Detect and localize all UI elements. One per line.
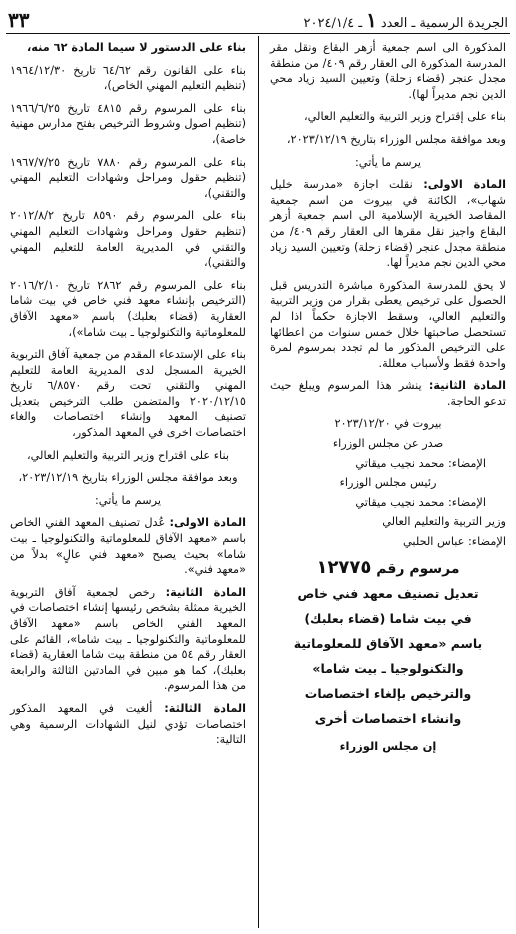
article-2	[270, 378, 506, 409]
column-divider	[258, 36, 259, 928]
article-3-text: ألغيت في المعهد المذكور اختصاصات تؤدي لنيل الشهادات الرسمية وهي التالية:	[10, 701, 246, 747]
law-reference: بناء على القانون رقم ٦٤/٦٢ تاريخ ١٩٦٤/١٢/٣٠ (تنظيم التعليم المهني الخاص)،	[10, 63, 246, 93]
article-2-label: المادة الثانية:	[165, 585, 246, 599]
left-column	[10, 40, 246, 755]
proposal-paragraph: بناء على إقتراح وزير التربية والتعليم العالي،	[303, 110, 506, 124]
decree-title-line: والتكنولوجيا ـ بيت شاما»	[312, 661, 464, 677]
gazette-title	[304, 8, 508, 32]
article-2-text: ينشر هذا المرسوم ويبلغ حيث تدعو الحاجة.	[270, 379, 506, 408]
article-1-label: المادة الاولى:	[423, 178, 506, 192]
intro-paragraph: المذكورة الى اسم جمعية أزهر البقاع ونقل مقر المدرسة المذكورة الى العقار رقم ٤٠٩/ من منطقة مجدل عنجر (قضاء زحلة) وتعيين السيد زياد محي الدين نجم مديراً لها).	[270, 41, 506, 101]
decree-reference: بناء على المرسوم رقم ٧٨٨٠ تاريخ ١٩٦٧/٧/٢٥ (تنظيم حقول ومراحل وشهادات التعليم المهني والتقني)،	[10, 155, 246, 200]
decree-title-line: باسم «معهد الآفاق للمعلوماتية	[293, 636, 483, 652]
decree-reference: بناء على المرسوم رقم ٨٥٩٠ تاريخ ٢٠١٢/٨/٢ (تنظيم حقول ومراحل وشهادات التعليم المهني والتقني في المديرية العامة للتعليم المهني والتقني)،	[10, 209, 246, 270]
approval-paragraph: وبعد موافقة مجلس الوزراء بتاريخ ٢٠٢٣/١٢/١٩،	[286, 132, 506, 146]
decree-title-line: في بيت شاما (قضاء بعلبك)	[304, 611, 472, 627]
decree-issuer: إن مجلس الوزراء	[339, 739, 437, 754]
decree-label: مرسوم رقم	[376, 560, 460, 577]
decrees-line: يرسم ما يأتي:	[355, 155, 421, 169]
article-1-text: عُدل تصنيف المعهد الفني الخاص باسم «معهد الآفاق للمعلوماتية والتكنولوجيا ـ بيت شاما» بحيث يصبح «معهد فني عالٍ» بدلاً من «معهد فني».	[10, 516, 246, 577]
request-paragraph: بناء على الإستدعاء المقدم من جمعية آفاق التربوية الخيرية المسجل لدى المديرية العامة للتعليم المهني والتقني تحت رقم ٦/٨٥٧٠ تاريخ ٢٠٢٠/١٢/١٥ والمتضمن طلب الترخيص بتعديل تصنيف المعهد وإنشاء اختصاصات والغاء اختصاصات اخرى في المعهد المذكور،	[10, 348, 246, 440]
signature-2: الإمضاء: محمد نجيب ميقاتي	[355, 495, 486, 509]
decree-reference: بناء على المرسوم رقم ٢٨٦٢ تاريخ ٢٠١٦/٢/١٠ (الترخيص بإنشاء معهد فني خاص في بيت شاما العقارية (قضاء بعلبك) باسم «معهد الآفاق للمعلوماتية والتكنولوجيا ـ بيت شاما»)،	[10, 278, 246, 339]
article-1	[10, 515, 246, 577]
article-3	[10, 701, 246, 748]
decree-title-line: وانشاء اختصاصات أخرى	[314, 711, 462, 727]
article-1-text: نقلت اجازة «مدرسة خليل شهاب»، الكائنة في بيروت من اسم جمعية المقاصد الخيرية الإسلامية الى اسم جمعية أزهر البقاع واجيز نقل مقرها الى العقار رقم ٤٠٩/ من منطقة مجدل عنجر (قضاء زحلة) وتعيين السيد زياد محي الدين نجم مديراً لها.	[270, 178, 506, 270]
decree-heading	[270, 556, 506, 755]
decree-number-line	[270, 556, 506, 578]
approval-paragraph: وبعد موافقة مجلس الوزراء بتاريخ ٢٠٢٣/١٢/١٩،	[18, 471, 238, 485]
place-date: بيروت في ٢٠٢٣/١٢/٢٠	[334, 417, 442, 431]
decree-title-line: تعديل تصنيف معهد فني خاص	[297, 586, 479, 602]
issue-date: ـ ٢٠٢٤/١/٤	[303, 16, 363, 31]
page-number: ٣٣	[8, 8, 30, 32]
decrees-line: يرسم ما يأتي:	[95, 493, 161, 507]
signature-title-pm: رئيس مجلس الوزراء	[339, 476, 437, 490]
article-2-text: رخص لجمعية آفاق التربوية الخيرية ممثلة بشخص رئيسها إنشاء اختصاصات في المعهد الفني الخاص باسم «معهد الآفاق للمعلوماتية والتكنولوجيا ـ بيت شاما»، القائم على العقار رقم ٥٤ من منطقة بيت شاما العقارية (قضاء بعلبك)، كما هو مبين في المادتين الثالثة والرابعة من هذا المرسوم.	[10, 585, 246, 693]
decree-reference: بناء على المرسوم رقم ٤٨١٥ تاريخ ١٩٦٦/٦/٢٥ (تنظيم اصول وشروط الترخيص بفتح مدارس مهنية خاصة)،	[10, 101, 246, 146]
article-2	[10, 585, 246, 694]
issue-number: ١	[366, 8, 377, 32]
article-1	[270, 177, 506, 271]
signature-issued: صدر عن مجلس الوزراء	[332, 437, 444, 451]
decree-title-line: والترخيص بإلغاء اختصاصات	[304, 686, 472, 702]
header-rule	[6, 33, 510, 34]
proposal-paragraph: بناء على اقتراح وزير التربية والتعليم العالي،	[26, 448, 230, 462]
gazette-name: الجريدة الرسمية ـ العدد	[380, 16, 508, 31]
article-2-label: المادة الثانية:	[428, 379, 506, 393]
signature-3: الإمضاء: عباس الحلبي	[403, 535, 506, 549]
constitution-paragraph: بناء على الدستور لا سيما المادة ٦٢ منه،	[26, 41, 246, 54]
signature-1: الإمضاء: محمد نجيب ميقاتي	[355, 456, 486, 470]
signature-title-minister: وزير التربية والتعليم العالي	[382, 515, 506, 529]
decree-number: ١٢٧٧٥	[316, 556, 372, 578]
page-header	[8, 6, 508, 32]
article-1-label: المادة الاولى:	[169, 516, 247, 530]
right-column	[270, 40, 506, 755]
condition-paragraph: لا يحق للمدرسة المذكورة مباشرة التدريس قبل الحصول على ترخيص يعطى بقرار من وزير التربية والتعليم العالي، وسقط الاجازة حكماً اذا لم تستحصل صاحبتها خلال خمس سنوات من اعطائها على الترخيص المذكور ما لم تجدد بمرسوم لمرة واحدة فقط ولأسباب معللة.	[270, 278, 506, 370]
article-3-label: المادة الثالثة:	[164, 701, 247, 715]
